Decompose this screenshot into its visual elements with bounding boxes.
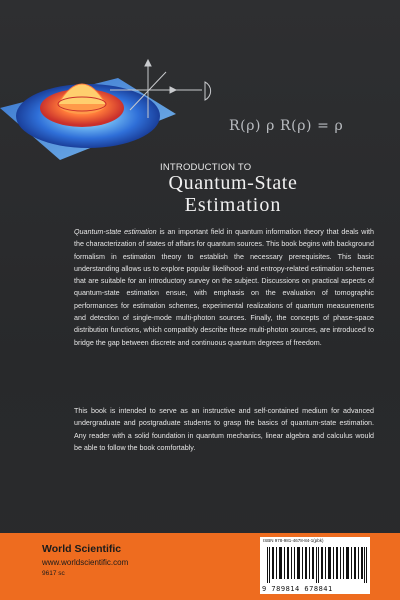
- description-paragraph-2: This book is intended to serve as an instructive and self-contained medium for advanced undergraduate and postgraduate students to grasp the basics of quantum-state estimation. Any reader with a solid foundation in quantum mechanics, linear algebra and calculus would be able to follow the book comfortably.: [74, 407, 374, 452]
- description-paragraph-1-text: is an important field in quantum information theory that deals with the characterization of states of affairs for quantum sources. This book begins with background formalism in estimation theory to establish the necessary prerequisites. This basic understanding allows us to explore popular likelihood- and entropy-related estimation schemes that are suitable for an introductory survey on the subject. Discussions on practical aspects of quantum-state estimation ensue, with emphasis on the evaluation of tomographic performances for estimation schemes, experimental realizations of quantum measurements and detection of single-mode multi-photon sources. Finally, the concepts of phase-space distribution functions, which compatibly describe these multi-photon sources, are introduced to bridge the gap between discrete and continuous quantum degrees of freedom.: [74, 228, 375, 347]
- publisher-website: www.worldscientific.com: [42, 558, 129, 567]
- description-emphasis: Quantum-state estimation: [74, 228, 157, 236]
- catalog-code: 9617 sc: [42, 570, 65, 577]
- description-paragraph-1: [74, 226, 374, 349]
- barcode-number: 9 789814 678841: [262, 585, 333, 593]
- cover-illustration: [0, 0, 400, 170]
- book-title-line-2: Estimation: [184, 194, 282, 216]
- book-title: [118, 172, 348, 216]
- barcode-image: [266, 547, 368, 583]
- density-matrix-equation: R(ρ) ρ R(ρ) = ρ: [229, 118, 344, 134]
- title-prefix: INTRODUCTION TO: [160, 162, 252, 173]
- book-title-line-1: Quantum-State: [168, 172, 298, 194]
- publisher-name: World Scientific: [42, 543, 122, 555]
- isbn-label: ISBN 978-981-4678-84-1(pbk): [263, 538, 324, 543]
